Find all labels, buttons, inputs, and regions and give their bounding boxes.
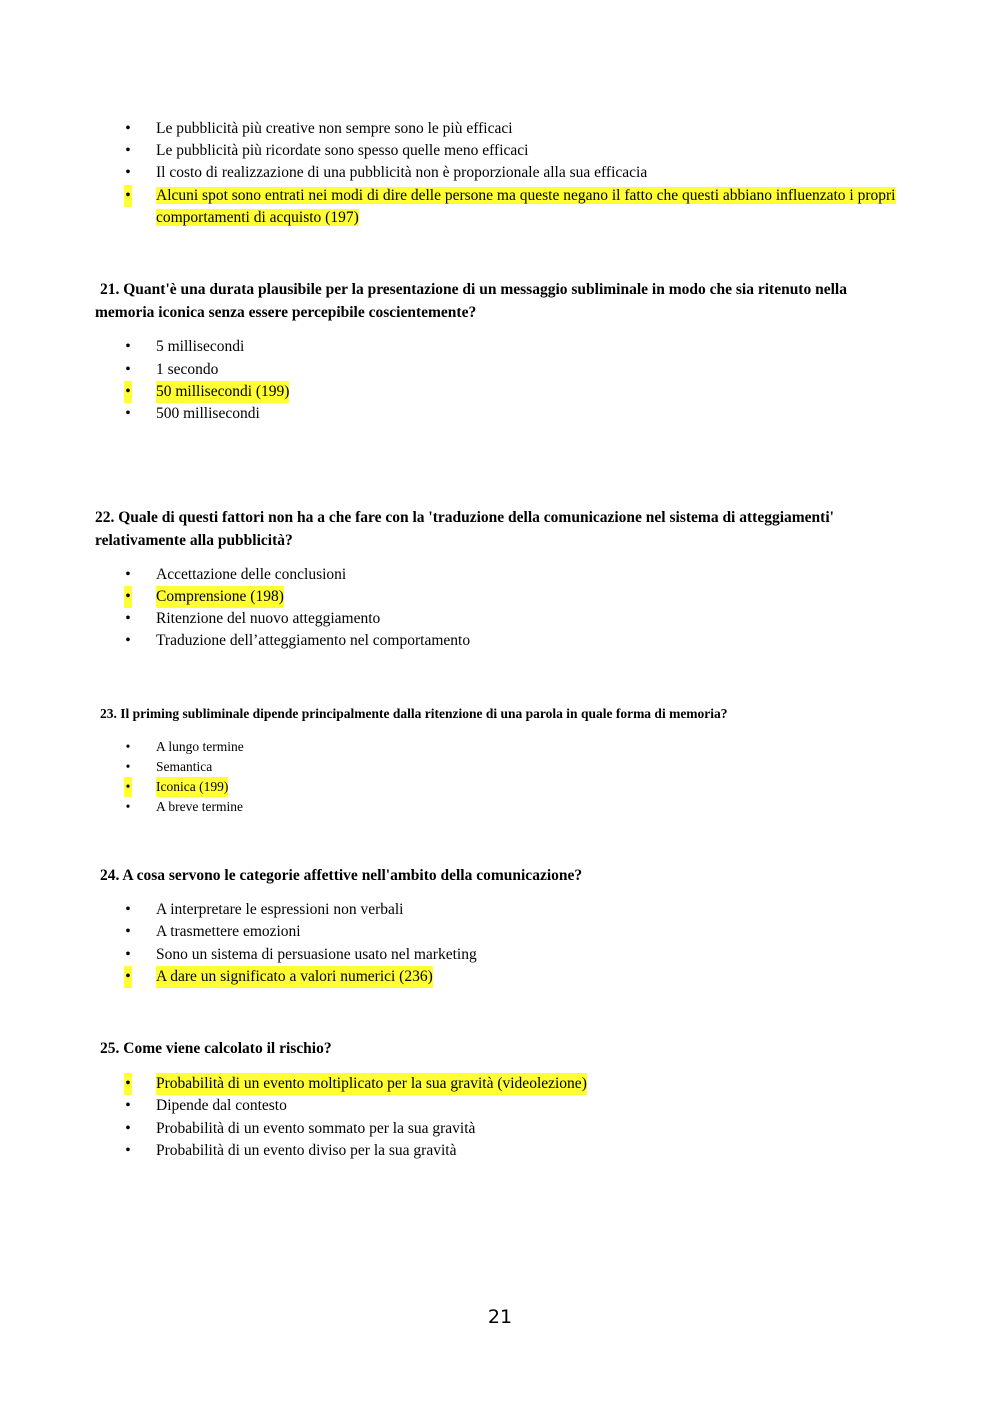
- list-item: [0, 140, 1000, 162]
- list-item: [0, 944, 1000, 966]
- list-item-highlighted: [0, 1073, 1000, 1095]
- option-text: Il costo di realizzazione di una pubblicità non è proporzionale alla sua efficacia: [156, 164, 648, 181]
- highlighted-answer: Iconica (199): [156, 777, 228, 797]
- highlighted-answer: Comprensione (198): [156, 586, 284, 608]
- list-item-highlighted: [0, 777, 1000, 797]
- list-item: [0, 162, 1000, 184]
- bullet-icon: •: [124, 586, 132, 608]
- list-item: [0, 118, 1000, 140]
- bullet-icon: •: [124, 1073, 132, 1095]
- bullet-icon: •: [125, 566, 131, 583]
- option-text: Le pubblicità più creative non sempre sono le più efficaci: [156, 120, 513, 137]
- bullet-icon: •: [125, 632, 131, 649]
- option-text: Probabilità di un evento sommato per la sua gravità: [156, 1120, 476, 1137]
- list-item: [0, 336, 1000, 358]
- list-item-highlighted: [0, 966, 1000, 988]
- question-title: 25. Come viene calcolato il rischio?: [100, 1040, 332, 1057]
- list-item: [0, 359, 1000, 381]
- bullet-icon: •: [124, 777, 132, 797]
- list-item: [0, 797, 1000, 817]
- bullet-icon: •: [125, 759, 131, 774]
- option-text: Dipende dal contesto: [156, 1097, 287, 1114]
- list-item-highlighted: [0, 185, 1000, 230]
- bullet-icon: •: [124, 966, 132, 988]
- list-item: [0, 899, 1000, 921]
- highlighted-answer: A dare un significato a valori numerici (236): [156, 966, 433, 988]
- option-text: A breve termine: [156, 799, 243, 814]
- question-title: 22. Quale di questi fattori non ha a che fare con la 'traduzione della comunicazione nel sistema di atteggiamenti' relativamente alla pubblicità?: [95, 509, 834, 549]
- question-title: 23. Il priming subliminale dipende principalmente dalla ritenzione di una parola in quale forma di memoria?: [100, 706, 728, 721]
- list-item: [0, 921, 1000, 943]
- list-item: [0, 564, 1000, 586]
- question-title: 24. A cosa servono le categorie affettive nell'ambito della comunicazione?: [100, 867, 583, 884]
- option-text: [156, 185, 903, 230]
- list-item: [0, 1095, 1000, 1117]
- list-item: [0, 1118, 1000, 1140]
- option-text: Ritenzione del nuovo atteggiamento: [156, 610, 381, 627]
- bullet-icon: •: [125, 405, 131, 422]
- option-text: 5 millisecondi: [156, 338, 245, 355]
- bullet-icon: •: [125, 164, 131, 181]
- option-text: 1 secondo: [156, 361, 219, 378]
- list-item-highlighted: [0, 381, 1000, 403]
- bullet-icon: •: [125, 901, 131, 918]
- bullet-icon: •: [124, 381, 132, 403]
- bullet-icon: •: [125, 610, 131, 627]
- bullet-icon: •: [125, 120, 131, 137]
- bullet-icon: •: [125, 946, 131, 963]
- highlighted-answer: 50 millisecondi (199): [156, 381, 289, 403]
- option-text: Sono un sistema di persuasione usato nel marketing: [156, 946, 477, 963]
- bullet-icon: •: [125, 1142, 131, 1159]
- list-item: [0, 737, 1000, 757]
- bullet-icon: •: [124, 185, 132, 207]
- bullet-icon: •: [125, 1097, 131, 1114]
- list-item: [0, 608, 1000, 630]
- option-text: Semantica: [156, 759, 213, 774]
- bullet-icon: •: [125, 1120, 131, 1137]
- option-text: A lungo termine: [156, 739, 244, 754]
- list-item: [0, 757, 1000, 777]
- bullet-icon: •: [125, 338, 131, 355]
- question-title: 21. Quant'è una durata plausibile per la presentazione di un messaggio subliminale in modo che sia ritenuto nella memoria iconica senza essere percepibile coscientemente?: [95, 281, 847, 321]
- option-text: Accettazione delle conclusioni: [156, 566, 347, 583]
- bullet-icon: •: [125, 799, 131, 814]
- page-number: 21: [487, 1306, 513, 1328]
- option-text: A trasmettere emozioni: [156, 923, 301, 940]
- list-item-highlighted: [0, 586, 1000, 608]
- option-text: Traduzione dell’atteggiamento nel comportamento: [156, 632, 471, 649]
- option-text: 500 millisecondi: [156, 405, 260, 422]
- highlighted-answer: Probabilità di un evento moltiplicato per la sua gravità (videolezione): [156, 1073, 587, 1095]
- bullet-icon: •: [125, 361, 131, 378]
- list-item: [0, 630, 1000, 652]
- option-text: Probabilità di un evento diviso per la sua gravità: [156, 1142, 457, 1159]
- bullet-icon: •: [125, 739, 131, 754]
- bullet-icon: •: [125, 923, 131, 940]
- highlighted-answer: Alcuni spot sono entrati nei modi di dire delle persone ma queste negano il fatto che questi abbiano influenzato i propri comportamenti di acquisto (197): [156, 187, 896, 227]
- list-item: [0, 1140, 1000, 1162]
- option-text: A interpretare le espressioni non verbali: [156, 901, 404, 918]
- list-item: [0, 403, 1000, 425]
- option-text: Le pubblicità più ricordate sono spesso quelle meno efficaci: [156, 142, 529, 159]
- bullet-icon: •: [125, 142, 131, 159]
